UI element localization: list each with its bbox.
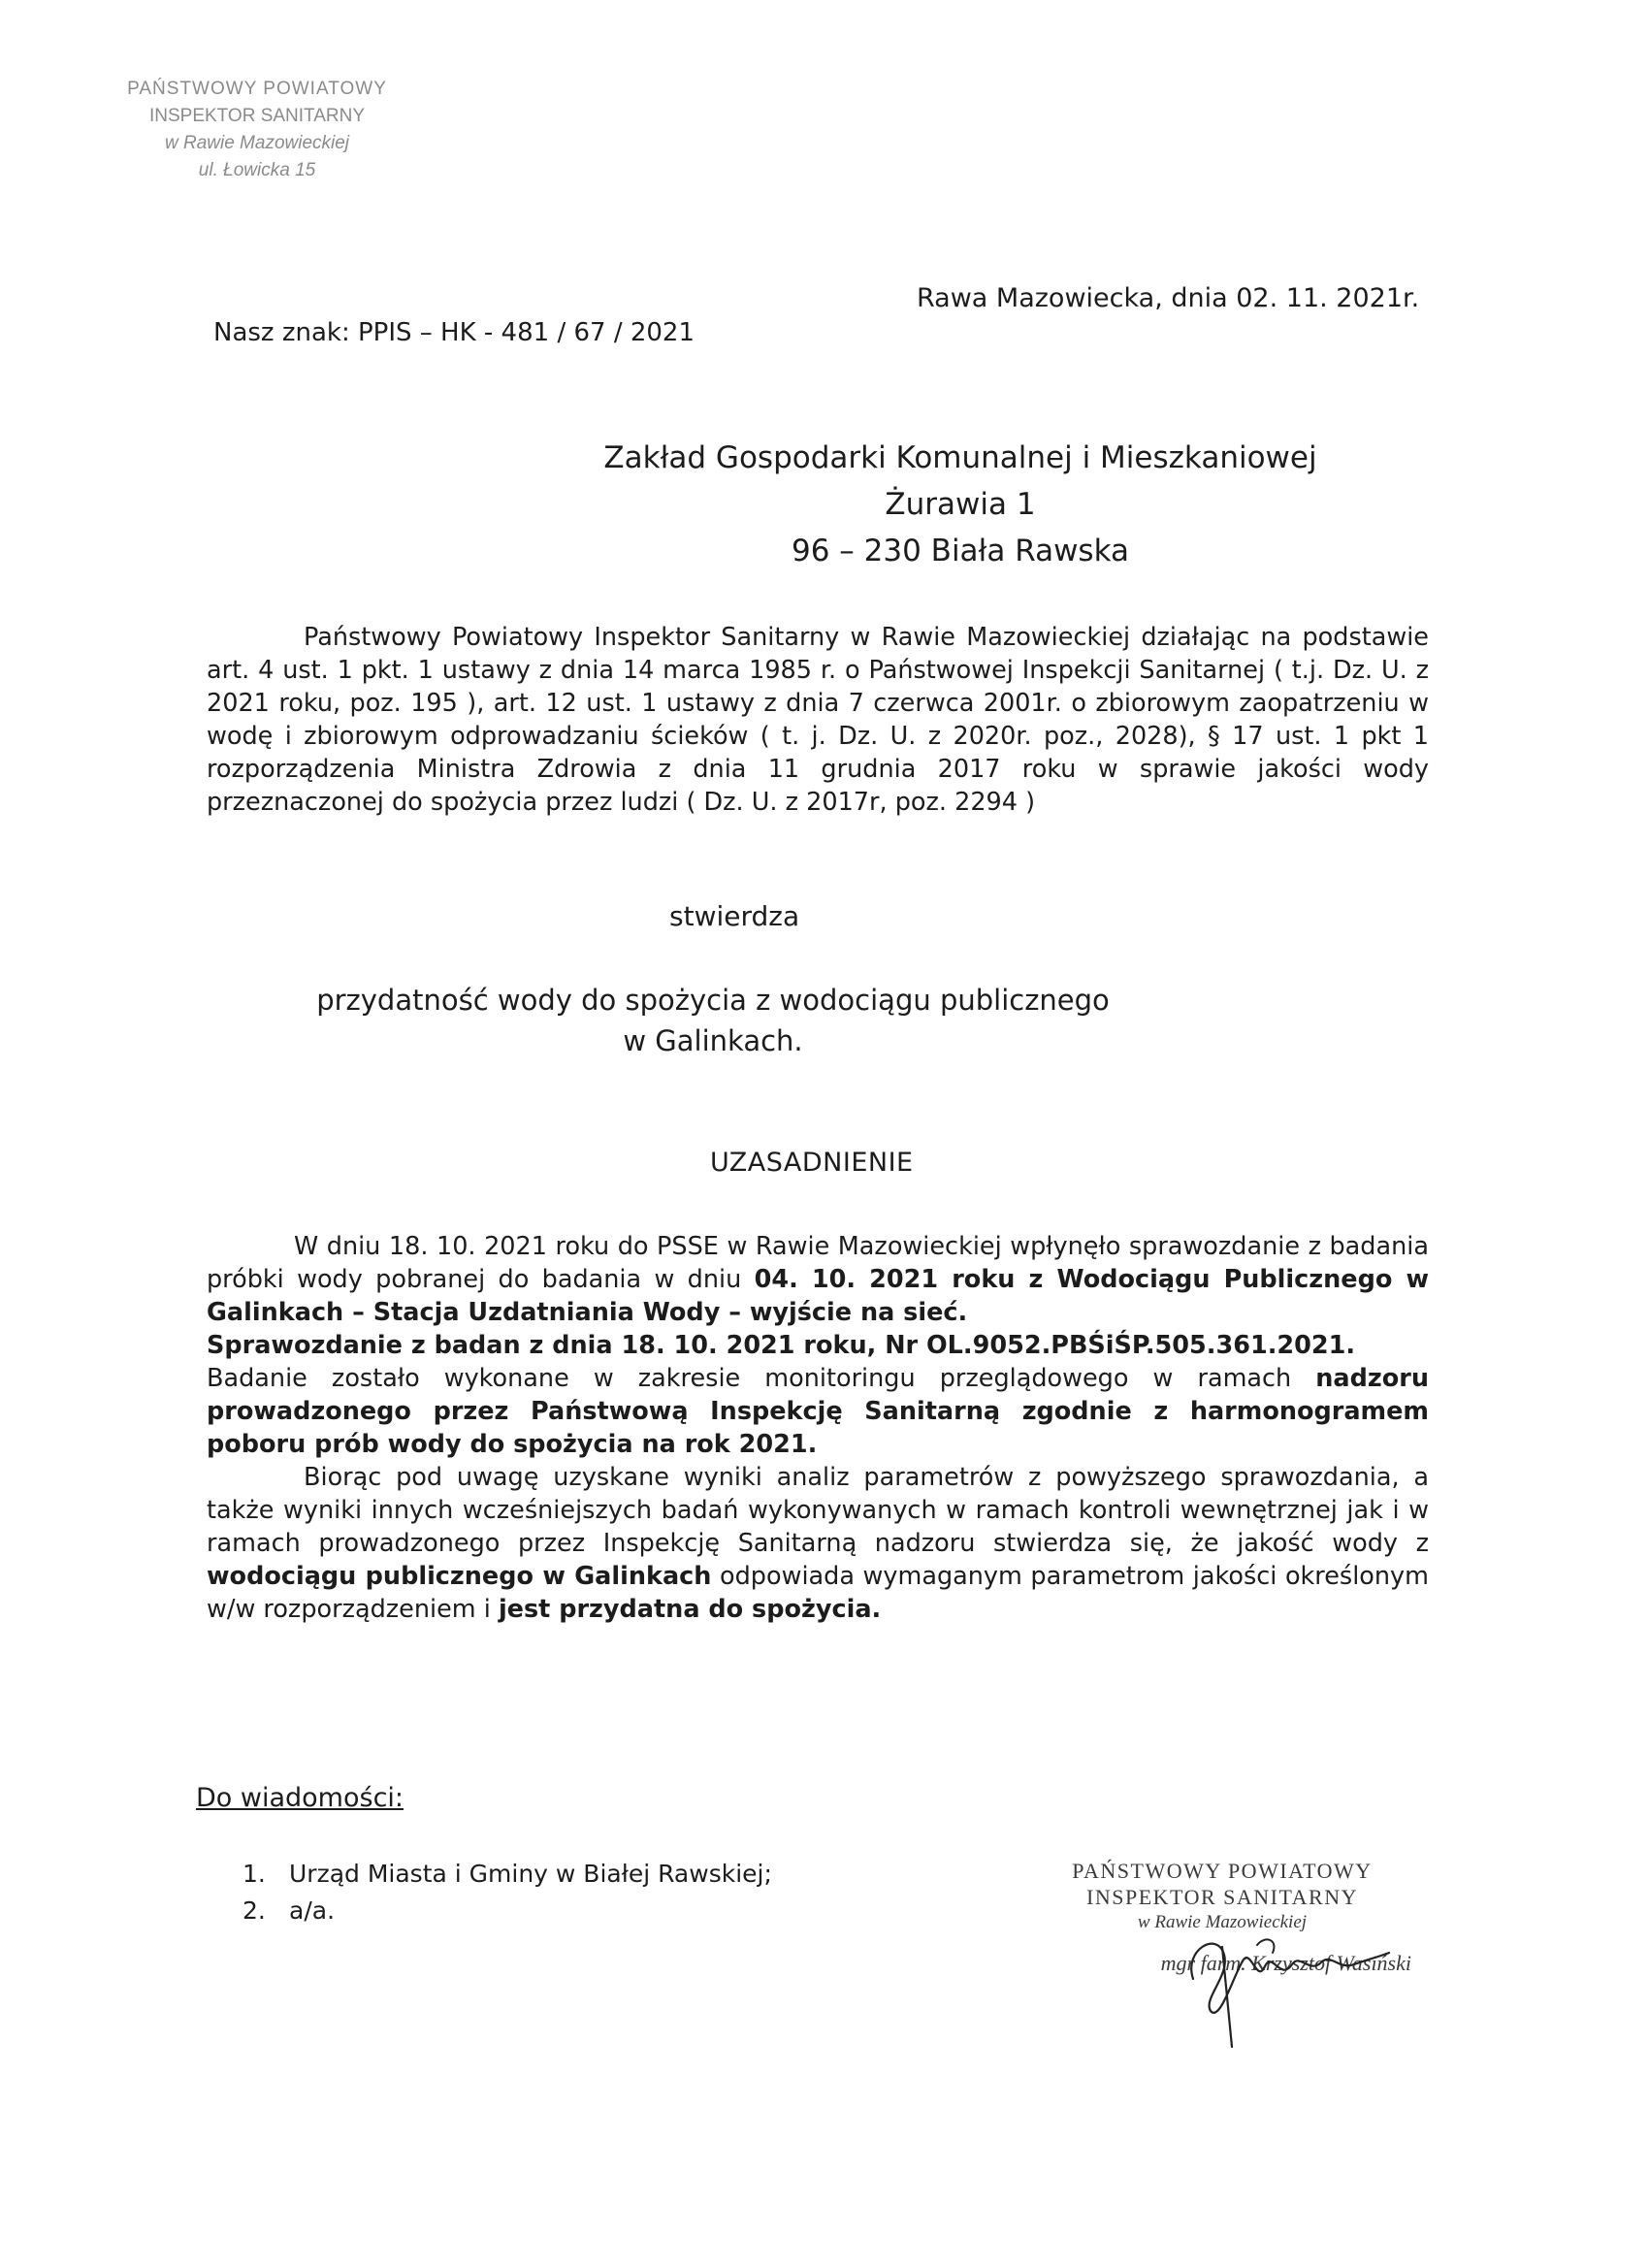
justification-p1-report: Sprawozdanie z badan z dnia 18. 10. 2021 roku, Nr OL.9052.PBŚiŚP.505.361.2021. bbox=[207, 1331, 1356, 1360]
reference-number: Nasz znak: PPIS – HK - 481 / 67 / 2021 bbox=[213, 318, 695, 347]
justification-p1-text-a: W dniu 18. 10. 2021 roku do PSSE w Rawie Mazowieckiej wpłynęło sprawozdanie z badania próbki wody pobranej do badania w dniu bbox=[207, 1232, 1429, 1294]
signature-stamp-line3: w Rawie Mazowieckiej bbox=[1137, 1912, 1308, 1932]
justification-p2-text-b: wodociągu publicznego w Galinkach bbox=[207, 1562, 712, 1591]
verdict-word: stwierdza bbox=[669, 900, 800, 932]
header-stamp-line4: ul. Łowicka 15 bbox=[198, 160, 316, 180]
justification-p2-text-a: Biorąc pod uwagę uzyskane wyniki analiz parametrów z powyższego sprawozdania, a także wyniki innych wcześniejszych badań wykonywanych w ramach kontroli wewnętrznej jak i w ramach prowadzonego przez Inspekcję Sanitarną nadzoru stwierdza się, że jakość wody z bbox=[207, 1463, 1429, 1558]
justification-p1-text-b: 04. 10. 2021 roku z Wodociągu Publicznego w Galinkach – Stacja Uzdatniania Wody – wyjście na sieć. bbox=[207, 1265, 1429, 1327]
finding-line2: w Galinkach. bbox=[623, 1024, 803, 1057]
recipient-address bbox=[543, 435, 1377, 574]
distribution-item-number: 1. bbox=[242, 1860, 266, 1888]
legal-basis-paragraph: Państwowy Powiatowy Inspektor Sanitarny w Rawie Mazowieckiej działając na podstawie art. 4 ust. 1 pkt. 1 ustawy z dnia 14 marca 1985 r. o Państwowej Inspekcji Sanitarnej ( t.j. Dz. U. z 2021 roku, poz. 195 ), art. 12 ust. 1 ustawy z dnia 7 czerwca 2001r. o zbiorowym zaopatrzeniu w wodę i zbiorowym odprowadzaniu ścieków ( t. j. Dz. U. z 2020r. poz., 2028), § 17 ust. 1 pkt 1 rozporządzenia Ministra Zdrowia z dnia 11 grudnia 2017 roku w sprawie jakości wody przeznaczonej do spożycia przez ludzi ( Dz. U. z 2017r, poz. 2294 ) bbox=[207, 623, 1429, 817]
finding bbox=[306, 980, 1120, 1061]
header-stamp-line2: INSPEKTOR SANITARNY bbox=[148, 106, 366, 126]
distribution-item bbox=[242, 1893, 772, 1929]
distribution-item-text: Urząd Miasta i Gminy w Białej Rawskiej; bbox=[289, 1860, 772, 1888]
place-date: Rawa Mazowiecka, dnia 02. 11. 2021r. bbox=[917, 283, 1420, 313]
recipient-city: 96 – 230 Biała Rawska bbox=[792, 534, 1129, 568]
justification-body bbox=[207, 1230, 1429, 1626]
finding-line1: przydatność wody do spożycia z wodociągu publicznego bbox=[316, 984, 1110, 1017]
handwritten-signature bbox=[1164, 1906, 1397, 2052]
distribution-item bbox=[242, 1856, 772, 1893]
distribution-title: Do wiadomości: bbox=[196, 1783, 404, 1813]
distribution-item-number: 2. bbox=[242, 1896, 266, 1925]
distribution-list bbox=[242, 1856, 772, 1929]
justification-p1-text-e: nadzoru prowadzonego przez Państwową Inspekcję Sanitarną zgodnie z harmonogramem poboru prób wody do spożycia na rok 2021. bbox=[207, 1364, 1429, 1459]
signature-stamp-line2: INSPEKTOR SANITARNY bbox=[1086, 1885, 1358, 1909]
justification-p2-text-d: jest przydatna do spożycia. bbox=[498, 1595, 882, 1624]
signature-stamp-line4: mgr farm. Krzysztof Wasiński bbox=[1160, 1951, 1411, 1975]
justification-p1-text-d: Badanie zostało wykonane w zakresie monitoringu przeglądowego w ramach bbox=[207, 1364, 1316, 1393]
recipient-street: Żurawia 1 bbox=[885, 487, 1036, 522]
distribution-item-text: a/a. bbox=[289, 1896, 336, 1925]
justification-heading: UZASADNIENIE bbox=[710, 1148, 914, 1178]
recipient-name: Zakład Gospodarki Komunalnej i Mieszkaniowej bbox=[603, 440, 1317, 475]
header-stamp bbox=[97, 76, 417, 184]
header-stamp-line3: w Rawie Mazowieckiej bbox=[164, 133, 350, 153]
justification-paragraph-1 bbox=[207, 1230, 1429, 1461]
header-stamp-line1: PAŃSTWOWY POWIATOWY bbox=[127, 79, 387, 99]
justification-p2-text-c: odpowiada wymaganym parametrom jakości określonym w/w rozporządzeniem i bbox=[207, 1562, 1429, 1624]
signature-stamp-line1: PAŃSTWOWY POWIATOWY bbox=[1072, 1859, 1373, 1883]
justification-paragraph-2 bbox=[207, 1461, 1429, 1626]
